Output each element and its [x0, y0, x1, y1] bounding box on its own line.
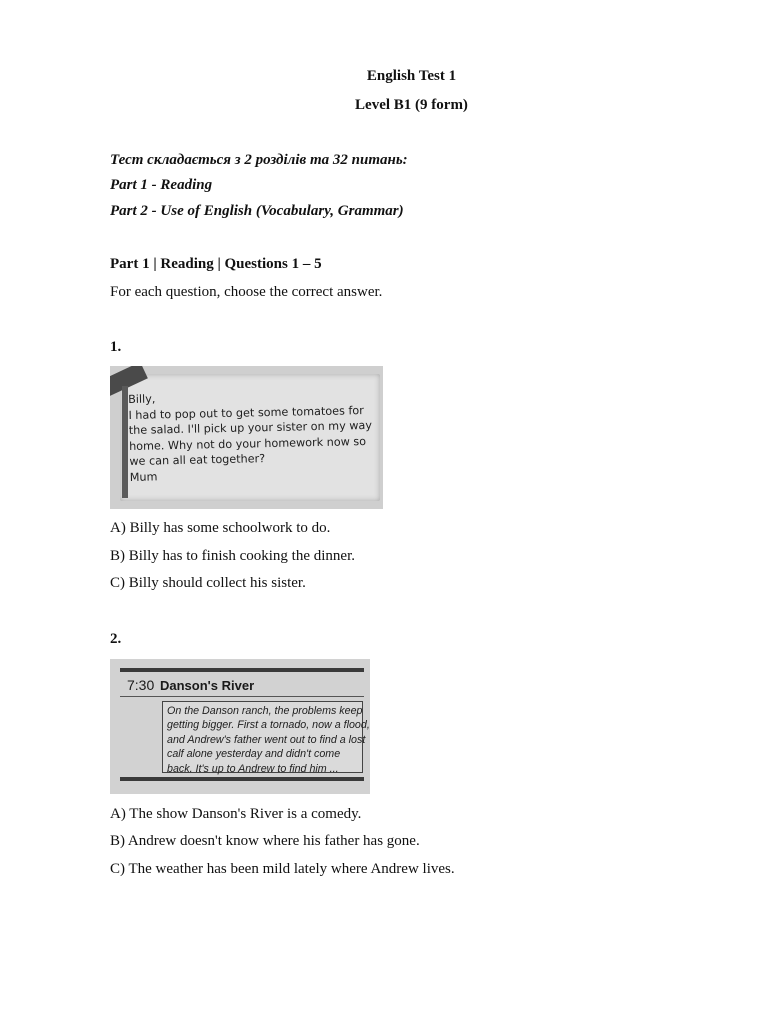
listing-time: 7:30	[127, 677, 155, 693]
document-level: Level B1 (9 form)	[355, 97, 468, 113]
listing-line: calf alone yesterday and didn't come	[167, 748, 341, 761]
listing-line: On the Danson ranch, the problems keep	[167, 705, 363, 717]
document-title: English Test 1	[366, 68, 457, 84]
note-line: I had to pop out to get some tomatoes for	[128, 403, 364, 422]
note-text	[128, 387, 375, 485]
intro-line-2: Part 1 - Reading	[110, 177, 213, 193]
question-2-listing-image	[110, 659, 370, 794]
question-1-option-a: A) Billy has some schoolwork to do.	[110, 520, 331, 536]
listing-show-title: Danson's River	[160, 678, 255, 693]
listing-line: back. It's up to Andrew to find him ...	[167, 762, 339, 775]
listing-top-bar	[120, 668, 364, 672]
note-line: Billy,	[128, 392, 156, 406]
section-instruction: For each question, choose the correct answer.	[110, 284, 383, 300]
note-line: we can all eat together?	[129, 452, 266, 468]
listing-description	[167, 704, 370, 776]
listing-line: and Andrew's father went out to find a lost	[167, 733, 366, 746]
question-1-number: 1.	[110, 339, 122, 355]
note-margin-bar	[122, 386, 128, 498]
note-line: home. Why not do your homework now so	[128, 434, 367, 453]
question-2-option-b: B) Andrew doesn't know where his father has gone.	[110, 833, 420, 849]
question-2-option-a: A) The show Danson's River is a comedy.	[110, 806, 362, 822]
note-line: Mum	[129, 469, 158, 484]
section-heading: Part 1 | Reading | Questions 1 – 5	[110, 256, 322, 272]
note-line: the salad. I'll pick up your sister on my way	[128, 418, 373, 437]
intro-line-1: Тест складається з 2 розділів та 32 питань:	[110, 152, 408, 168]
question-1-option-c: C) Billy should collect his sister.	[110, 575, 306, 591]
question-1-option-b: B) Billy has to finish cooking the dinner.	[110, 548, 355, 564]
listing-separator	[120, 696, 364, 697]
question-2-number: 2.	[110, 631, 122, 647]
question-2-option-c: C) The weather has been mild lately where Andrew lives.	[110, 861, 455, 877]
intro-line-3: Part 2 - Use of English (Vocabulary, Grammar)	[110, 203, 404, 219]
listing-bottom-bar	[120, 777, 364, 781]
question-1-note-image	[110, 366, 383, 509]
listing-line: getting bigger. First a tornado, now a flood,	[167, 719, 370, 732]
